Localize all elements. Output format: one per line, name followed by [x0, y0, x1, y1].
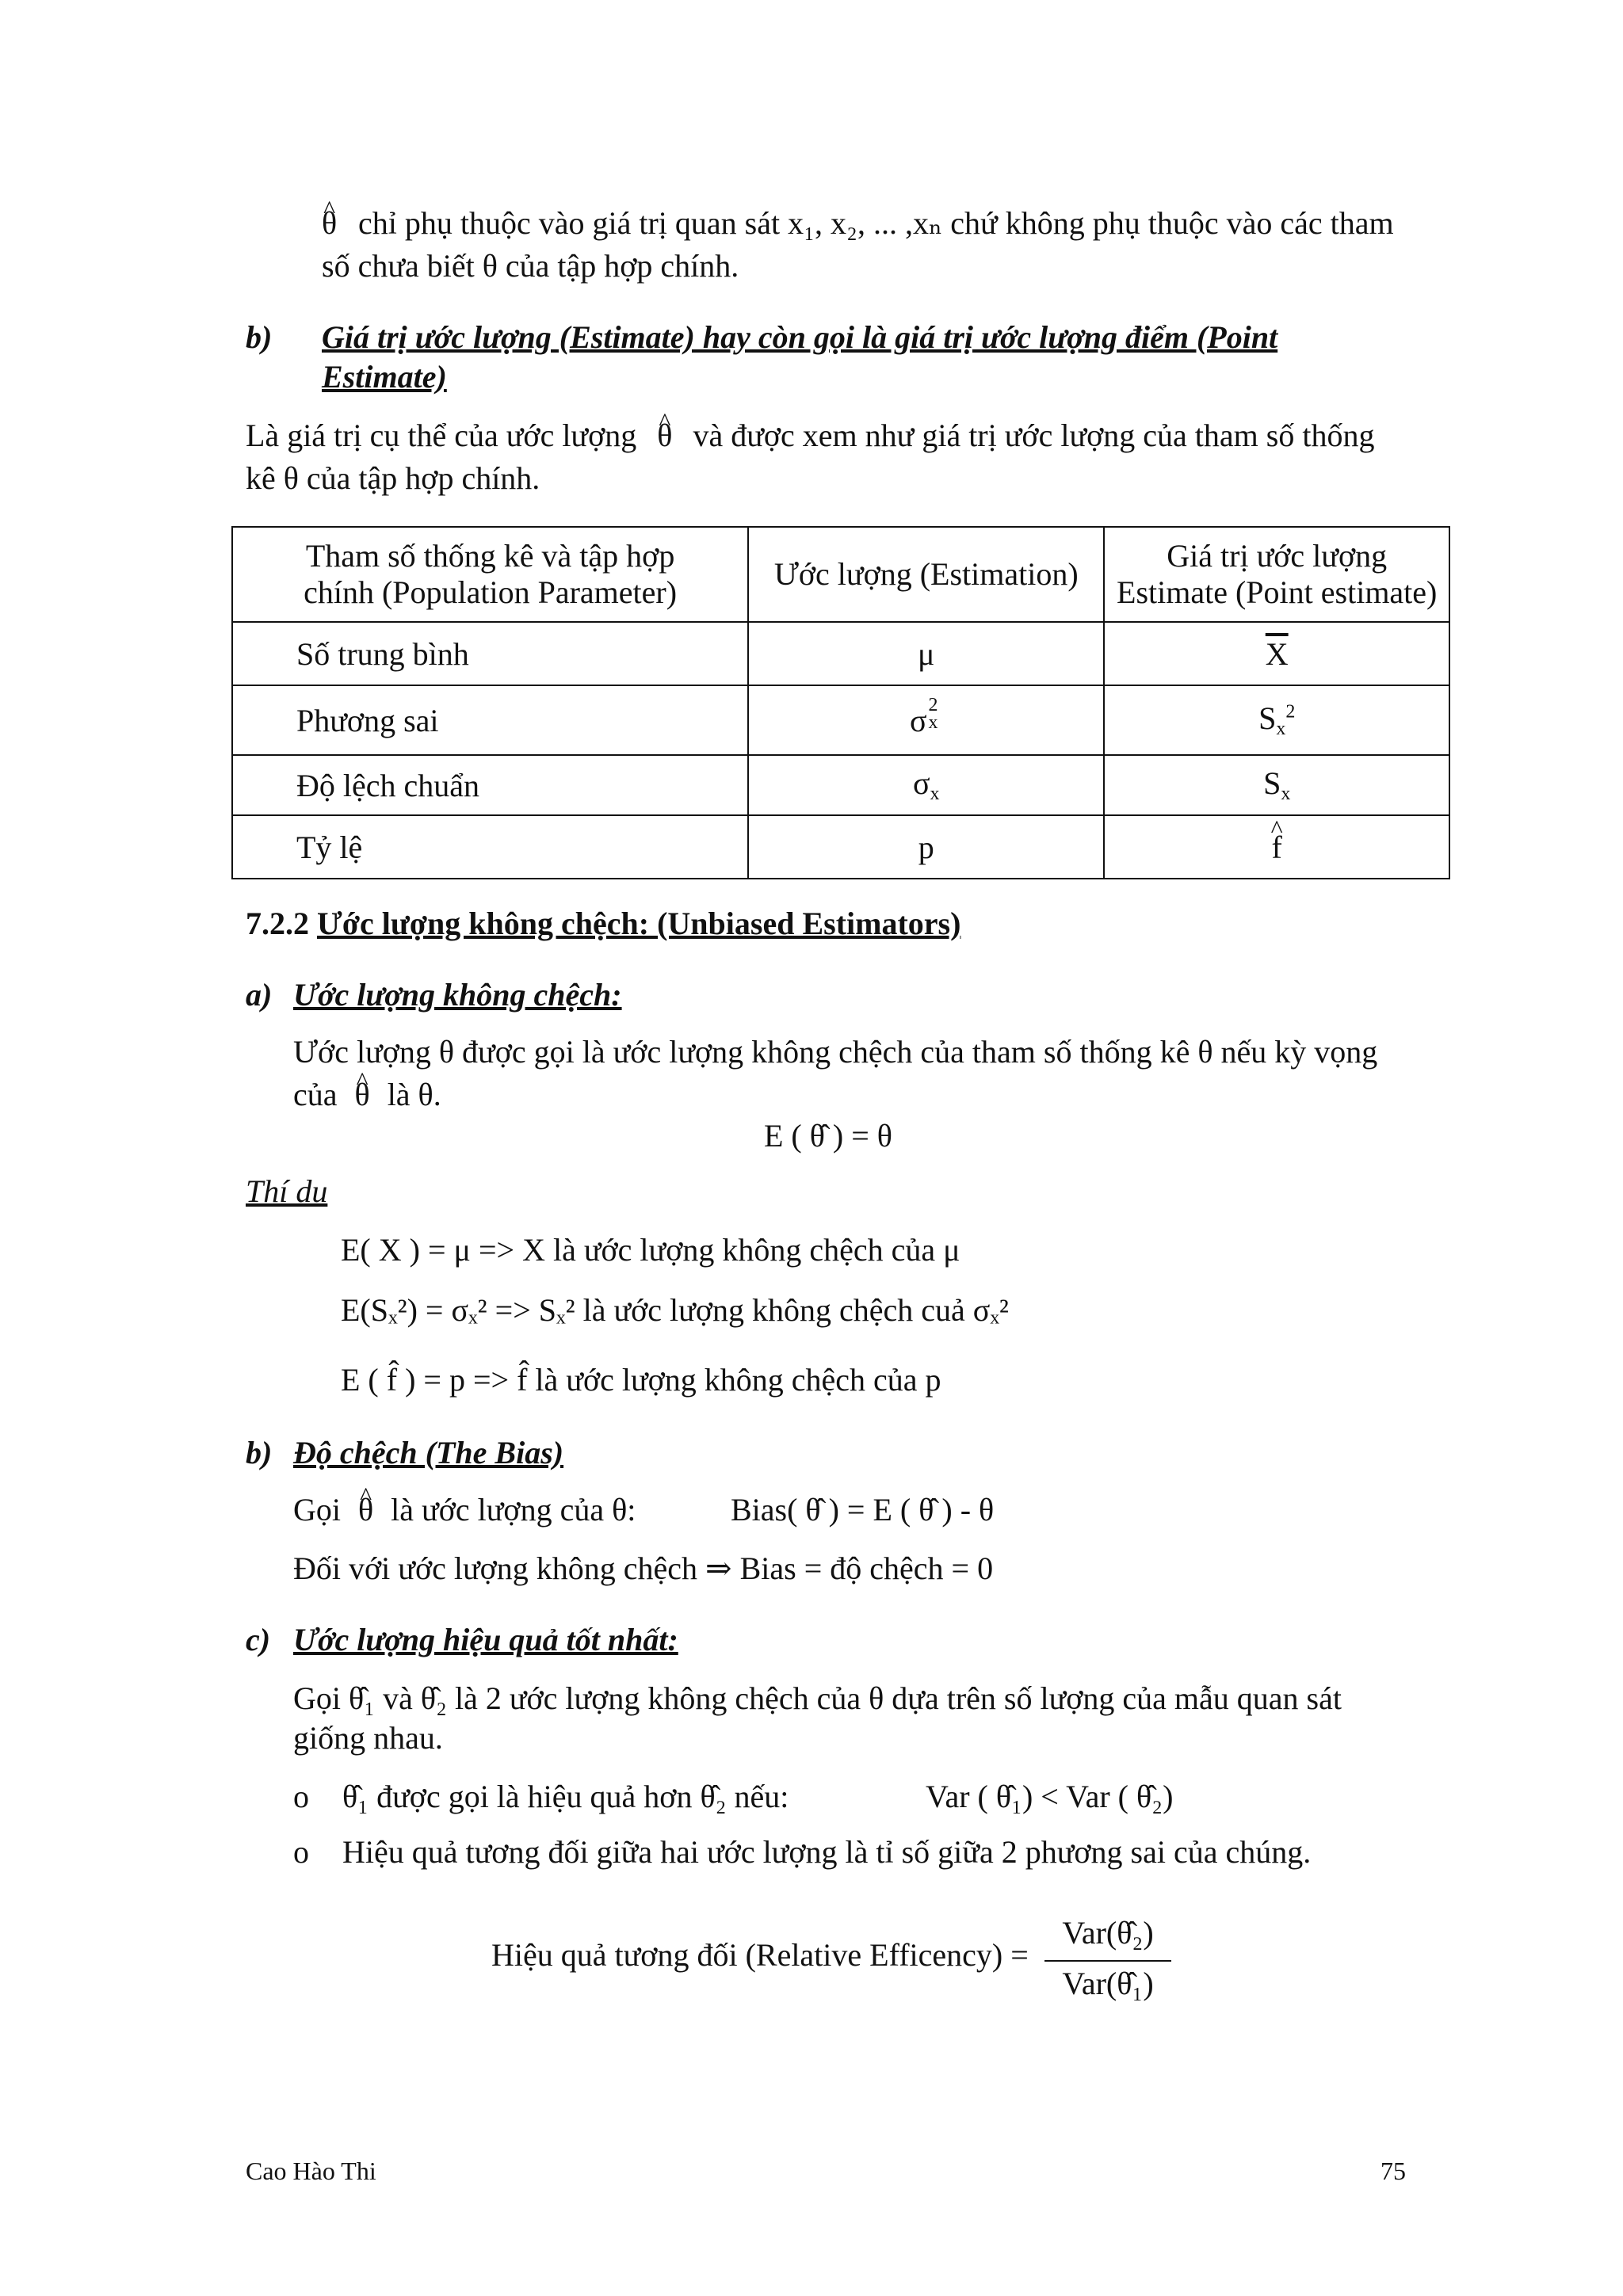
sigma-symbol: σ: [912, 765, 930, 802]
section-b-title-line-1: Giá trị ước lượng (Estimate) hay còn gọi là giá trị ước lượng điểm (Point: [322, 319, 1278, 355]
sub-a-title: Ước lượng không chệch:: [293, 977, 622, 1013]
intro-line-2: số chưa biết θ của tập hợp chính.: [322, 248, 739, 284]
theta-hat-symbol: ^ θ: [322, 203, 337, 244]
row-estimation: p: [748, 815, 1104, 879]
header-estimate-line-2: Estimate (Point estimate): [1117, 574, 1438, 610]
bullet-1-formula: Var ( θ̂₁) < Var ( θ̂₂): [926, 1779, 1174, 1814]
bias-line-post: là ước lượng của θ:: [391, 1492, 636, 1527]
estimate-body-part-1: Là giá trị cụ thể của ước lượng: [246, 418, 637, 453]
table-row: [232, 622, 1449, 685]
section-b-title-line-2: Estimate): [322, 359, 447, 395]
footer-author: Cao Hào Thi: [246, 2157, 376, 2185]
unbiased-formula: E ( θ̂ ) = θ: [764, 1118, 892, 1154]
row-label: Độ lệch chuẩn: [232, 755, 748, 815]
section-title: Ước lượng không chệch: (Unbiased Estimators): [317, 906, 961, 941]
example-line-3: E ( f̂ ) = p => f̂ là ước lượng không chệch của p: [341, 1362, 941, 1398]
s-symbol: S: [1263, 765, 1281, 802]
theta-hat-symbol: ^ θ: [358, 1489, 373, 1531]
bias-line-1: [293, 1489, 636, 1531]
bias-line-pre: Gọi: [293, 1492, 341, 1527]
sub-c-marker: c): [246, 1622, 271, 1657]
bullet-mark: o: [293, 1779, 309, 1814]
header-parameter-line-2: chính (Population Parameter): [304, 574, 678, 610]
sub-c-title: Ước lượng hiệu quả tốt nhất:: [293, 1622, 678, 1657]
relative-efficiency-label: Hiệu quả tương đối (Relative Efficency) =: [491, 1937, 1029, 1973]
intro-line-1: chỉ phụ thuộc vào giá trị quan sát x₁, x₂, ... ,xₙ chứ không phụ thuộc vào các tham: [358, 205, 1394, 241]
sub-c-body-line-1: Gọi θ̂₁ và θ̂₂ là 2 ước lượng không chệch của θ dựa trên số lượng của mẫu quan sát: [293, 1680, 1342, 1716]
table-header-estimate: [1104, 527, 1449, 622]
row-estimate: $S_x^2$: [1104, 685, 1449, 755]
section-number: 7.2.2: [246, 906, 309, 941]
table-row: [232, 685, 1449, 755]
example-line-1: E( X ) = μ => X là ước lượng không chệch của μ: [341, 1232, 960, 1268]
fraction-numerator: Var(θ̂₂): [1062, 1915, 1154, 1951]
page-number: 75: [1381, 2157, 1406, 2185]
row-estimate: $S_x$: [1104, 755, 1449, 815]
table-header-row: [232, 527, 1449, 622]
estimation-table: [231, 526, 1450, 879]
theta-hat-symbol: ^ θ: [657, 415, 672, 456]
row-label: Tỷ lệ: [232, 815, 748, 879]
sub-a-marker: a): [246, 977, 273, 1013]
relative-efficiency-fraction: [1044, 1914, 1171, 2008]
x-bar-symbol: $\overline{X}$: [1265, 635, 1289, 672]
example-line-2: E(Sₓ²) = σₓ² => Sₓ² là ước lượng không chệch cuả σₓ²: [341, 1292, 1009, 1328]
row-estimate: [1104, 622, 1449, 685]
estimate-body-line-2: kê θ của tập hợp chính.: [246, 460, 540, 496]
row-label: Số trung bình: [232, 622, 748, 685]
example-label: Thí du: [246, 1173, 328, 1209]
fraction-line: [1044, 1960, 1171, 1962]
table-row: [232, 755, 1449, 815]
estimate-body-line-1: [246, 415, 1374, 456]
sub-c-body-line-2: giống nhau.: [293, 1720, 443, 1756]
sigma-symbol: σ: [909, 702, 927, 738]
bullet-1-text: θ̂₁ được gọi là hiệu quả hơn θ̂₂ nếu:: [342, 1779, 789, 1814]
row-label: Phương sai: [232, 685, 748, 755]
row-estimation: σ 2 x: [748, 685, 1104, 755]
sub-a-body-post: là θ.: [387, 1077, 441, 1112]
sub-b-title: Độ chệch (The Bias): [293, 1435, 564, 1470]
row-estimation: $\sigma_x$: [748, 755, 1104, 815]
header-parameter-line-1: Tham số thống kê và tập hợp: [305, 538, 675, 574]
table-header-parameter: [232, 527, 748, 622]
bullet-mark: o: [293, 1834, 309, 1870]
header-estimate-line-1: Giá trị ước lượng: [1167, 538, 1388, 574]
section-b-marker: b): [246, 319, 273, 355]
row-estimation: μ: [748, 622, 1104, 685]
bias-formula: Bias( θ̂ ) = E ( θ̂ ) - θ: [731, 1492, 995, 1527]
row-estimate: [1104, 815, 1449, 879]
theta-hat-symbol: ^ θ: [355, 1074, 370, 1116]
table-header-estimation: Ước lượng (Estimation): [748, 527, 1104, 622]
s-symbol: S: [1258, 700, 1277, 737]
sub-b-marker: b): [246, 1435, 273, 1470]
fraction-denominator: Var(θ̂₁): [1062, 1966, 1154, 2001]
bullet-2-text: Hiệu quả tương đối giữa hai ước lượng là tỉ số giữa 2 phương sai của chúng.: [342, 1834, 1312, 1870]
sub-a-body-pre: của: [293, 1077, 338, 1112]
bias-line-2: Đối với ước lượng không chệch ⇒ Bias = độ chệch = 0: [293, 1550, 994, 1586]
section-heading: [246, 903, 960, 944]
table-row: [232, 815, 1449, 879]
sub-a-body-line-2: [293, 1074, 441, 1116]
estimate-body-part-2: và được xem như giá trị ước lượng của tham số thống: [693, 418, 1375, 453]
f-hat-symbol: ^ f: [1272, 829, 1282, 866]
sub-a-body-line-1: Ước lượng θ được gọi là ước lượng không chệch của tham số thống kê θ nếu kỳ vọng: [293, 1034, 1378, 1070]
